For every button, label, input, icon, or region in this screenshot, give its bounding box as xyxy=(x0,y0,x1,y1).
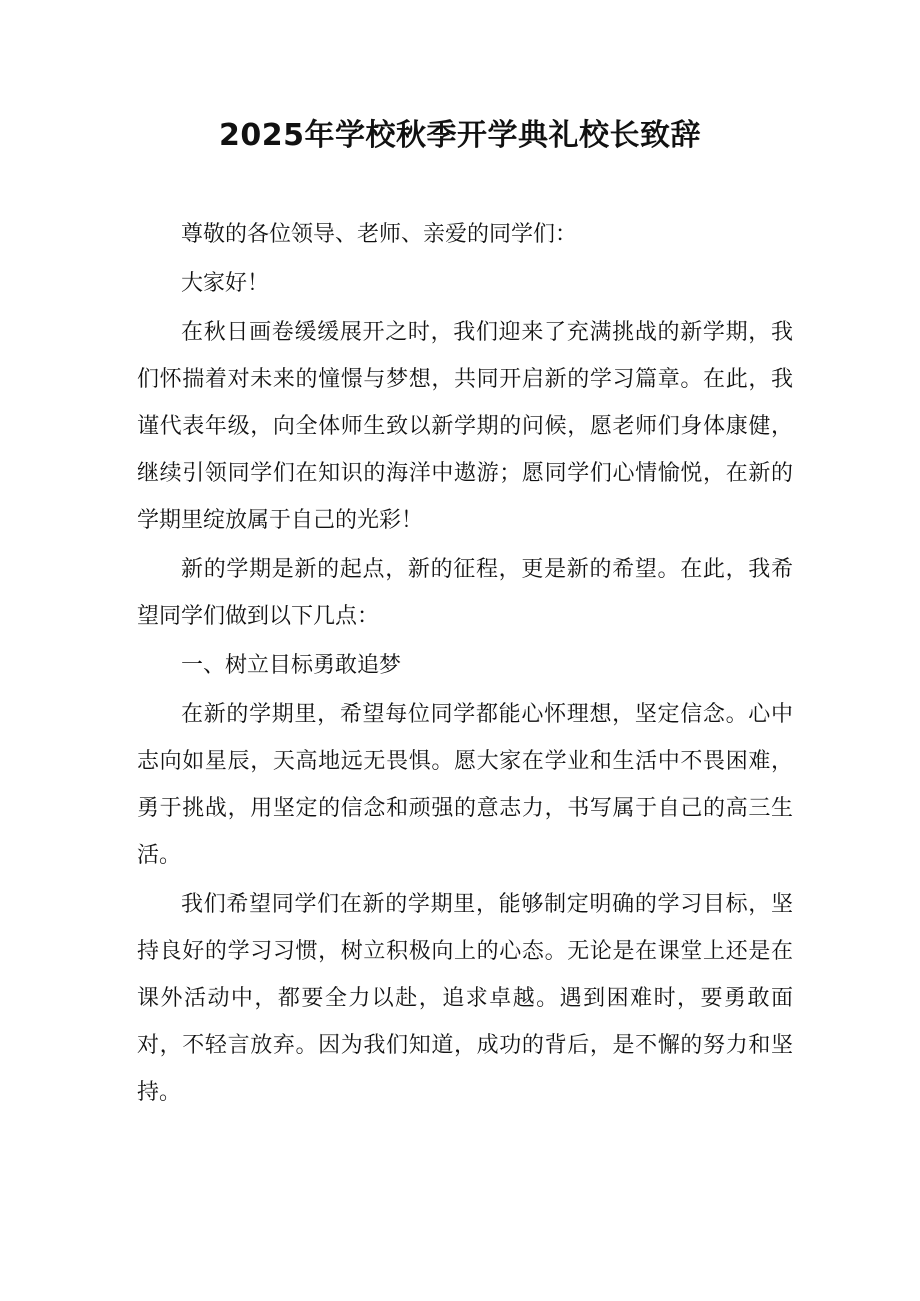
document-title: 2025年学校秋季开学典礼校长致辞 xyxy=(219,118,701,153)
body-paragraph: 新的学期是新的起点，新的征程，更是新的希望。在此，我希望同学们做到以下几点： xyxy=(137,557,793,629)
body-paragraph: 在新的学期里，希望每位同学都能心怀理想，坚定信念。心中志向如星辰，天高地远无畏惧。愿大家在学业和生活中不畏困难，勇于挑战，用坚定的信念和顽强的意志力，书写属于自己的高三生活。 xyxy=(137,702,793,868)
greeting: 大家好！ xyxy=(181,271,270,296)
body-paragraph: 我们希望同学们在新的学期里，能够制定明确的学习目标，坚持良好的学习习惯，树立积极向上的心态。无论是在课堂上还是在课外活动中，都要全力以赴，追求卓越。遇到困难时，要勇敢面对，不轻言放弃。因为我们知道，成功的背后，是不懈的努力和坚持。 xyxy=(137,892,793,1105)
document-body xyxy=(137,211,793,1118)
salutation: 尊敬的各位领导、老师、亲爱的同学们： xyxy=(181,222,578,247)
body-paragraph: 在秋日画卷缓缓展开之时，我们迎来了充满挑战的新学期，我们怀揣着对未来的憧憬与梦想，共同开启新的学习篇章。在此，我谨代表年级，向全体师生致以新学期的问候，愿老师们身体康健，继续引领同学们在知识的海洋中遨游；愿同学们心情愉悦，在新的学期里绽放属于自己的光彩！ xyxy=(137,320,793,533)
section-heading: 一、树立目标勇敢追梦 xyxy=(181,653,402,678)
